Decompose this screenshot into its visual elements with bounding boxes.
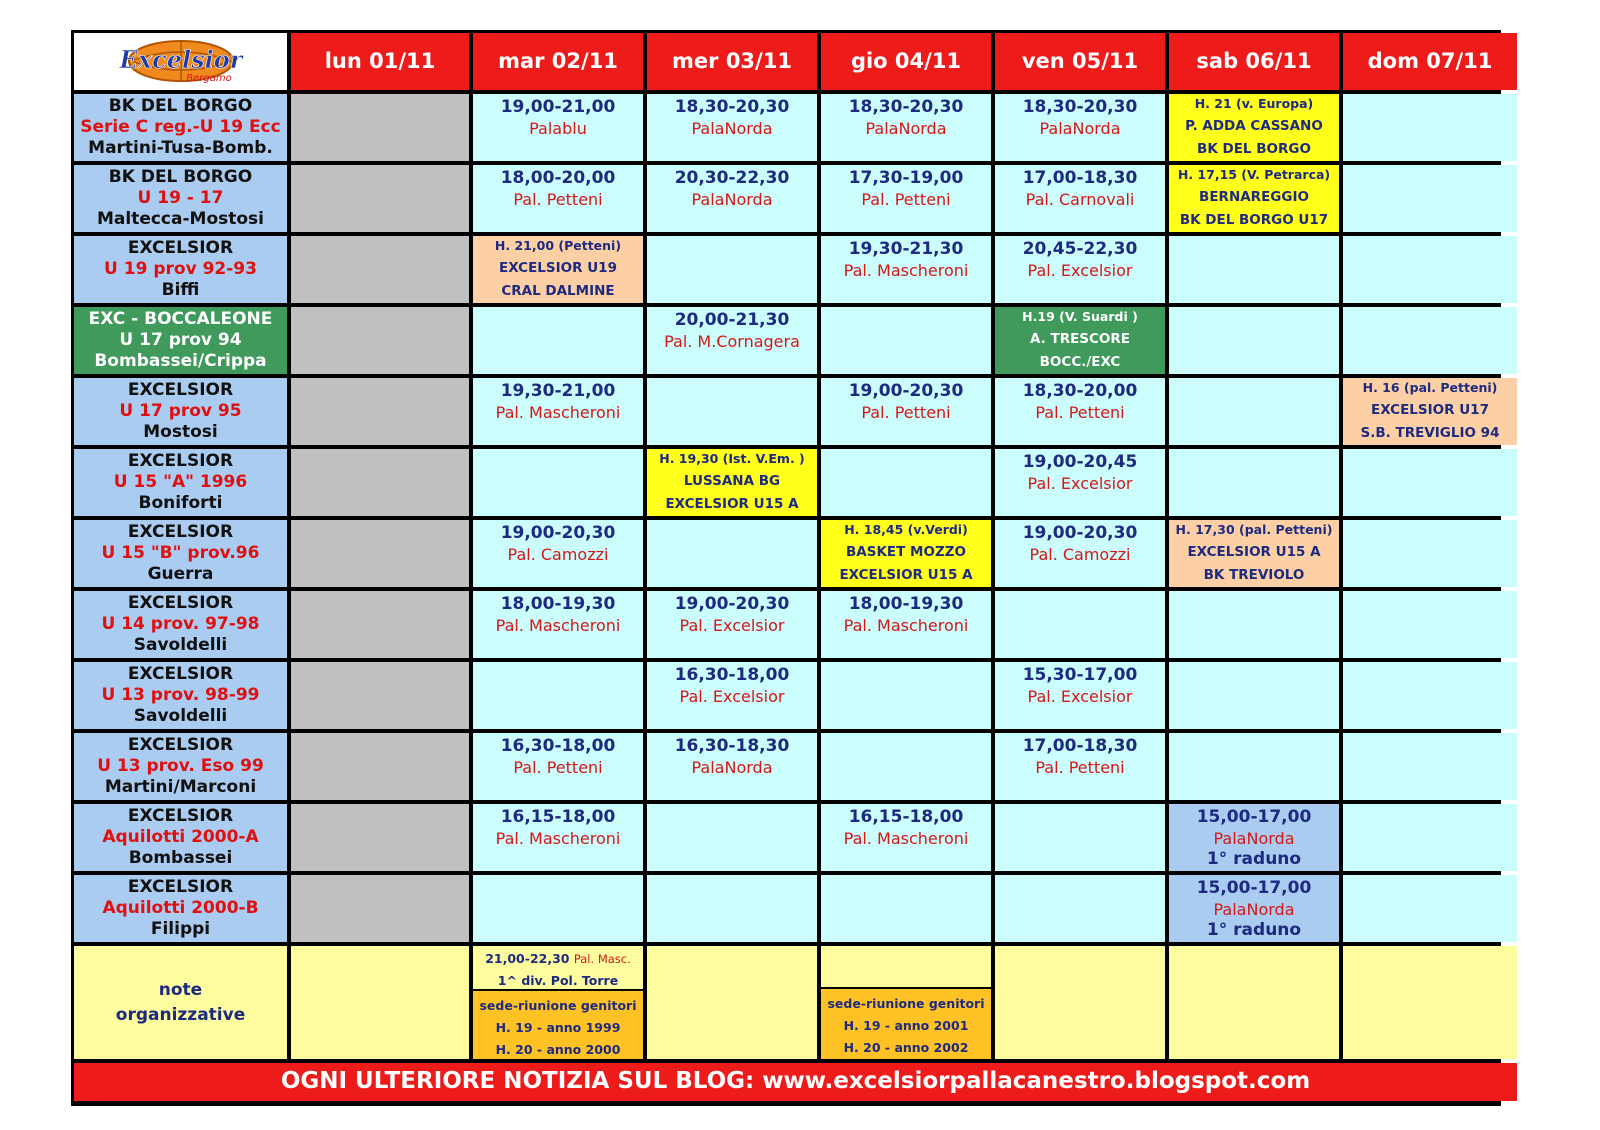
event-line: H. 17,15 (V. Petrarca)	[1177, 166, 1331, 182]
notes-label-line: note	[158, 979, 203, 1000]
notes-tue-desc: 1^ div. Pol. Torre	[497, 972, 619, 988]
team-line: EXCELSIOR	[127, 592, 234, 613]
empty-slot-cell	[473, 307, 643, 374]
slot-place: PalaNorda	[1213, 900, 1295, 920]
slot-place: PalaNorda	[691, 758, 773, 778]
training-slot	[473, 591, 643, 658]
slot-place: PalaNorda	[865, 119, 947, 139]
slot-place: PalaNorda	[1039, 119, 1121, 139]
slot-place: Pal. Carnovali	[1025, 190, 1135, 210]
event-line: LUSSANA BG	[683, 472, 781, 489]
training-slot	[995, 378, 1165, 445]
team-line: EXCELSIOR	[127, 450, 234, 471]
event-line: EXCELSIOR U17	[1371, 401, 1489, 418]
training-slot	[995, 733, 1165, 800]
match-event	[1169, 165, 1339, 232]
event-line: H. 21,00 (Petteni)	[494, 237, 622, 253]
meeting-line: H. 19 - anno 2001	[843, 1018, 969, 1034]
slot-time: 15,00-17,00	[1196, 807, 1312, 827]
slot-place: Pal. Excelsior	[1027, 687, 1133, 707]
match-event	[1169, 520, 1339, 587]
event-line: A. TRESCORE	[1029, 330, 1131, 347]
team-line: Bombassei/Crippa	[94, 351, 267, 372]
event-line: EXCELSIOR U15 A	[1187, 543, 1321, 560]
empty-day-cell	[291, 875, 469, 942]
empty-slot-cell	[1343, 307, 1517, 374]
empty-day-cell	[291, 449, 469, 516]
team-line: EXCELSIOR	[127, 521, 234, 542]
notes-empty-sat	[1169, 946, 1339, 1059]
slot-place: Pal. Mascheroni	[843, 829, 969, 849]
raduno-note: 1° raduno	[1206, 848, 1302, 869]
notes-tue-time: 21,00-22,30	[485, 951, 570, 966]
slot-time: 19,00-20,30	[1022, 523, 1138, 543]
day-header-thu: gio 04/11	[821, 33, 991, 90]
day-header-mon: lun 01/11	[291, 33, 469, 90]
slot-place: Pal. Mascheroni	[843, 261, 969, 281]
empty-slot-cell	[647, 804, 817, 871]
team-line: Bombassei	[128, 848, 233, 869]
team-line: EXCELSIOR	[127, 237, 234, 258]
event-line: H. 16 (pal. Petteni)	[1362, 379, 1498, 395]
slot-place: Pal. Excelsior	[1027, 474, 1133, 494]
notes-empty-wed	[647, 946, 817, 1059]
empty-day-cell	[291, 307, 469, 374]
event-line: BK DEL BORGO U17	[1179, 212, 1329, 229]
event-line: H. 21 (v. Europa)	[1194, 95, 1314, 111]
team-line: Martini-Tusa-Bomb.	[88, 138, 273, 159]
day-header-sun: dom 07/11	[1343, 33, 1517, 90]
training-slot	[821, 165, 991, 232]
slot-time: 19,00-20,30	[674, 594, 790, 614]
empty-slot-cell	[1169, 449, 1339, 516]
empty-day-cell	[291, 520, 469, 587]
slot-place: Pal. Mascheroni	[495, 829, 621, 849]
slot-time: 19,30-21,30	[848, 239, 964, 259]
slot-time: 18,30-20,00	[1022, 381, 1138, 401]
event-line: BOCC./EXC	[1039, 354, 1121, 371]
training-slot	[473, 94, 643, 161]
slot-place: Pal. Mascheroni	[843, 616, 969, 636]
team-line: Aquilotti 2000-B	[102, 897, 259, 918]
team-cell	[74, 378, 287, 445]
training-slot	[995, 662, 1165, 729]
empty-slot-cell	[1343, 591, 1517, 658]
empty-slot-cell	[995, 591, 1165, 658]
empty-slot-cell	[473, 449, 643, 516]
raduno-slot	[1169, 875, 1339, 942]
match-event	[473, 236, 643, 303]
slot-place: Pal. Petteni	[1035, 758, 1125, 778]
empty-slot-cell	[1343, 520, 1517, 587]
slot-time: 15,30-17,00	[1022, 665, 1138, 685]
empty-day-cell	[291, 591, 469, 658]
empty-slot-cell	[1169, 591, 1339, 658]
team-line: EXCELSIOR	[127, 805, 234, 826]
training-slot	[821, 804, 991, 871]
slot-place: Pal. Petteni	[861, 403, 951, 423]
slot-place: Palablu	[529, 119, 587, 139]
team-line: U 13 prov. Eso 99	[97, 755, 264, 776]
empty-slot-cell	[647, 875, 817, 942]
schedule-grid	[71, 30, 1501, 1106]
empty-slot-cell	[1343, 449, 1517, 516]
day-header-fri: ven 05/11	[995, 33, 1165, 90]
meeting-line: H. 20 - anno 2002	[843, 1040, 969, 1056]
team-cell	[74, 875, 287, 942]
empty-day-cell	[291, 378, 469, 445]
team-line: BK DEL BORGO	[108, 95, 253, 116]
slot-place: Pal. Excelsior	[1027, 261, 1133, 281]
slot-time: 16,15-18,00	[848, 807, 964, 827]
team-line: Mostosi	[143, 422, 218, 443]
team-line: U 17 prov 95	[119, 400, 242, 421]
empty-slot-cell	[1343, 733, 1517, 800]
match-event	[821, 520, 991, 587]
notes-tue-time-line	[473, 948, 643, 970]
blog-footer: OGNI ULTERIORE NOTIZIA SUL BLOG: www.excelsiorpallacanestro.blogspot.com	[74, 1063, 1517, 1101]
day-header-tue: mar 02/11	[473, 33, 643, 90]
empty-slot-cell	[1343, 236, 1517, 303]
team-cell	[74, 804, 287, 871]
team-cell	[74, 165, 287, 232]
training-slot	[995, 449, 1165, 516]
slot-place: PalaNorda	[691, 119, 773, 139]
team-line: U 13 prov. 98-99	[101, 684, 260, 705]
empty-slot-cell	[821, 307, 991, 374]
slot-time: 18,00-20,00	[500, 168, 616, 188]
training-slot	[821, 236, 991, 303]
basketball-logo-icon	[81, 39, 281, 85]
logo-text: Excelsior	[119, 44, 242, 74]
team-line: U 19 prov 92-93	[104, 258, 257, 279]
slot-time: 18,30-20,30	[848, 97, 964, 117]
empty-slot-cell	[821, 733, 991, 800]
raduno-note: 1° raduno	[1206, 919, 1302, 940]
empty-slot-cell	[1169, 662, 1339, 729]
notes-tue-top	[473, 946, 643, 989]
team-cell	[74, 733, 287, 800]
notes-tue-place: Pal. Masc.	[573, 952, 631, 966]
slot-place: PalaNorda	[691, 190, 773, 210]
team-line: Filippi	[150, 919, 211, 940]
slot-time: 19,30-21,00	[500, 381, 616, 401]
training-slot	[995, 94, 1165, 161]
empty-slot-cell	[821, 875, 991, 942]
empty-slot-cell	[1343, 94, 1517, 161]
team-cell	[74, 449, 287, 516]
training-slot	[821, 94, 991, 161]
empty-slot-cell	[1169, 733, 1339, 800]
event-line: BASKET MOZZO	[845, 543, 967, 560]
event-line: H. 18,45 (v.Verdi)	[844, 521, 968, 537]
training-slot	[647, 733, 817, 800]
team-cell	[74, 520, 287, 587]
team-line: U 14 prov. 97-98	[101, 613, 260, 634]
team-cell	[74, 94, 287, 161]
empty-day-cell	[291, 94, 469, 161]
slot-time: 20,00-21,30	[674, 310, 790, 330]
empty-day-cell	[291, 662, 469, 729]
team-cell	[74, 236, 287, 303]
empty-slot-cell	[995, 804, 1165, 871]
empty-slot-cell	[647, 378, 817, 445]
team-line: EXCELSIOR	[127, 734, 234, 755]
excelsior-logo	[74, 33, 287, 90]
slot-place: Pal. Mascheroni	[495, 403, 621, 423]
slot-time: 18,00-19,30	[500, 594, 616, 614]
event-line: EXCELSIOR U15 A	[665, 496, 799, 513]
empty-slot-cell	[647, 236, 817, 303]
training-slot	[473, 165, 643, 232]
team-line: Maltecca-Mostosi	[96, 209, 265, 230]
training-slot	[647, 307, 817, 374]
slot-place: Pal. Petteni	[513, 758, 603, 778]
notes-thu	[821, 946, 991, 1059]
empty-slot-cell	[1169, 378, 1339, 445]
team-line: EXCELSIOR	[127, 379, 234, 400]
training-slot	[473, 804, 643, 871]
meeting-line: sede-riunione genitori	[827, 996, 985, 1012]
slot-time: 19,00-20,45	[1022, 452, 1138, 472]
team-line: U 15 "A" 1996	[113, 471, 248, 492]
empty-day-cell	[291, 804, 469, 871]
raduno-slot	[1169, 804, 1339, 871]
team-line: Savoldelli	[133, 706, 228, 727]
team-line: BK DEL BORGO	[108, 166, 253, 187]
event-line: H. 19,30 (Ist. V.Em. )	[659, 450, 805, 466]
team-line: U 17 prov 94	[119, 329, 242, 350]
team-cell	[74, 307, 287, 374]
empty-slot-cell	[473, 662, 643, 729]
event-line: BK DEL BORGO	[1197, 141, 1311, 158]
team-line: EXCELSIOR	[127, 663, 234, 684]
slot-time: 19,00-20,30	[848, 381, 964, 401]
notes-empty-fri	[995, 946, 1165, 1059]
training-slot	[647, 591, 817, 658]
notes-label	[74, 946, 287, 1059]
empty-slot-cell	[1343, 804, 1517, 871]
notes-thu-meeting	[821, 989, 991, 1059]
slot-place: Pal. Camozzi	[507, 545, 609, 565]
slot-place: Pal. Petteni	[861, 190, 951, 210]
event-line: H. 17,30 (pal. Petteni)	[1175, 521, 1333, 537]
meeting-line: H. 19 - anno 1999	[495, 1019, 621, 1035]
slot-time: 18,00-19,30	[848, 594, 964, 614]
notes-thu-top	[821, 946, 991, 987]
notes-tue	[473, 946, 643, 1059]
event-line: P. ADDA CASSANO	[1185, 117, 1323, 134]
slot-time: 16,30-18,30	[674, 736, 790, 756]
match-event	[1343, 378, 1517, 445]
team-line: EXC - BOCCALEONE	[88, 308, 273, 329]
slot-place: Pal. Mascheroni	[495, 616, 621, 636]
empty-slot-cell	[1169, 236, 1339, 303]
match-event	[1169, 94, 1339, 161]
empty-slot-cell	[1343, 875, 1517, 942]
notes-empty-mon	[291, 946, 469, 1059]
training-slot	[995, 165, 1165, 232]
team-cell	[74, 591, 287, 658]
team-line: U 19 - 17	[137, 187, 224, 208]
notes-tue-meeting	[473, 991, 643, 1059]
team-line: Biffi	[161, 280, 200, 301]
empty-slot-cell	[1343, 662, 1517, 729]
day-header-wed: mer 03/11	[647, 33, 817, 90]
slot-place: Pal. M.Cornagera	[664, 332, 800, 352]
slot-time: 16,30-18,00	[500, 736, 616, 756]
training-slot	[473, 733, 643, 800]
empty-slot-cell	[647, 520, 817, 587]
training-slot	[821, 378, 991, 445]
slot-place: Pal. Petteni	[1035, 403, 1125, 423]
team-cell	[74, 662, 287, 729]
event-line: BK TREVIOLO	[1203, 567, 1305, 584]
meeting-line: sede-riunione genitori	[479, 998, 637, 1013]
day-header-sat: sab 06/11	[1169, 33, 1339, 90]
team-line: Savoldelli	[133, 635, 228, 656]
empty-day-cell	[291, 236, 469, 303]
slot-time: 18,30-20,30	[674, 97, 790, 117]
training-slot	[647, 662, 817, 729]
event-line: CRAL DALMINE	[501, 283, 615, 300]
slot-time: 18,30-20,30	[1022, 97, 1138, 117]
training-slot	[995, 520, 1165, 587]
event-line: BERNAREGGIO	[1199, 188, 1309, 205]
slot-time: 19,00-21,00	[500, 97, 616, 117]
empty-slot-cell	[1169, 307, 1339, 374]
match-event	[995, 307, 1165, 374]
slot-place: PalaNorda	[1213, 829, 1295, 849]
training-slot	[473, 378, 643, 445]
team-line: Guerra	[147, 564, 214, 585]
slot-place: Pal. Excelsior	[679, 687, 785, 707]
team-line: Serie C reg.-U 19 Ecc	[80, 116, 281, 137]
match-event	[647, 449, 817, 516]
slot-time: 19,00-20,30	[500, 523, 616, 543]
slot-time: 17,00-18,30	[1022, 168, 1138, 188]
slot-time: 16,30-18,00	[674, 665, 790, 685]
empty-slot-cell	[821, 662, 991, 729]
training-slot	[647, 165, 817, 232]
training-slot	[473, 520, 643, 587]
event-line: H.19 (V. Suardi )	[1022, 308, 1138, 324]
empty-day-cell	[291, 165, 469, 232]
empty-slot-cell	[995, 875, 1165, 942]
team-line: Boniforti	[138, 493, 223, 514]
notes-empty-sun	[1343, 946, 1517, 1059]
slot-time: 20,30-22,30	[674, 168, 790, 188]
empty-slot-cell	[821, 449, 991, 516]
event-line: S.B. TREVIGLIO 94	[1360, 425, 1500, 442]
notes-label-line: organizzative	[115, 1004, 246, 1025]
team-line: EXCELSIOR	[127, 876, 234, 897]
training-slot	[647, 94, 817, 161]
event-line: EXCELSIOR U15 A	[839, 567, 973, 584]
slot-time: 16,15-18,00	[500, 807, 616, 827]
training-slot	[995, 236, 1165, 303]
empty-slot-cell	[1343, 165, 1517, 232]
slot-time: 15,00-17,00	[1196, 878, 1312, 898]
event-line: EXCELSIOR U19	[499, 259, 617, 276]
slot-place: Pal. Petteni	[513, 190, 603, 210]
slot-time: 20,45-22,30	[1022, 239, 1138, 259]
slot-time: 17,00-18,30	[1022, 736, 1138, 756]
meeting-line: H. 20 - anno 2000	[495, 1041, 621, 1057]
empty-slot-cell	[473, 875, 643, 942]
slot-place: Pal. Camozzi	[1029, 545, 1131, 565]
training-slot	[821, 591, 991, 658]
team-line: Aquilotti 2000-A	[102, 826, 259, 847]
empty-day-cell	[291, 733, 469, 800]
slot-place: Pal. Excelsior	[679, 616, 785, 636]
slot-time: 17,30-19,00	[848, 168, 964, 188]
team-line: U 15 "B" prov.96	[101, 542, 260, 563]
logo-subtext: Bergamo	[185, 72, 232, 84]
team-line: Martini/Marconi	[104, 777, 257, 798]
